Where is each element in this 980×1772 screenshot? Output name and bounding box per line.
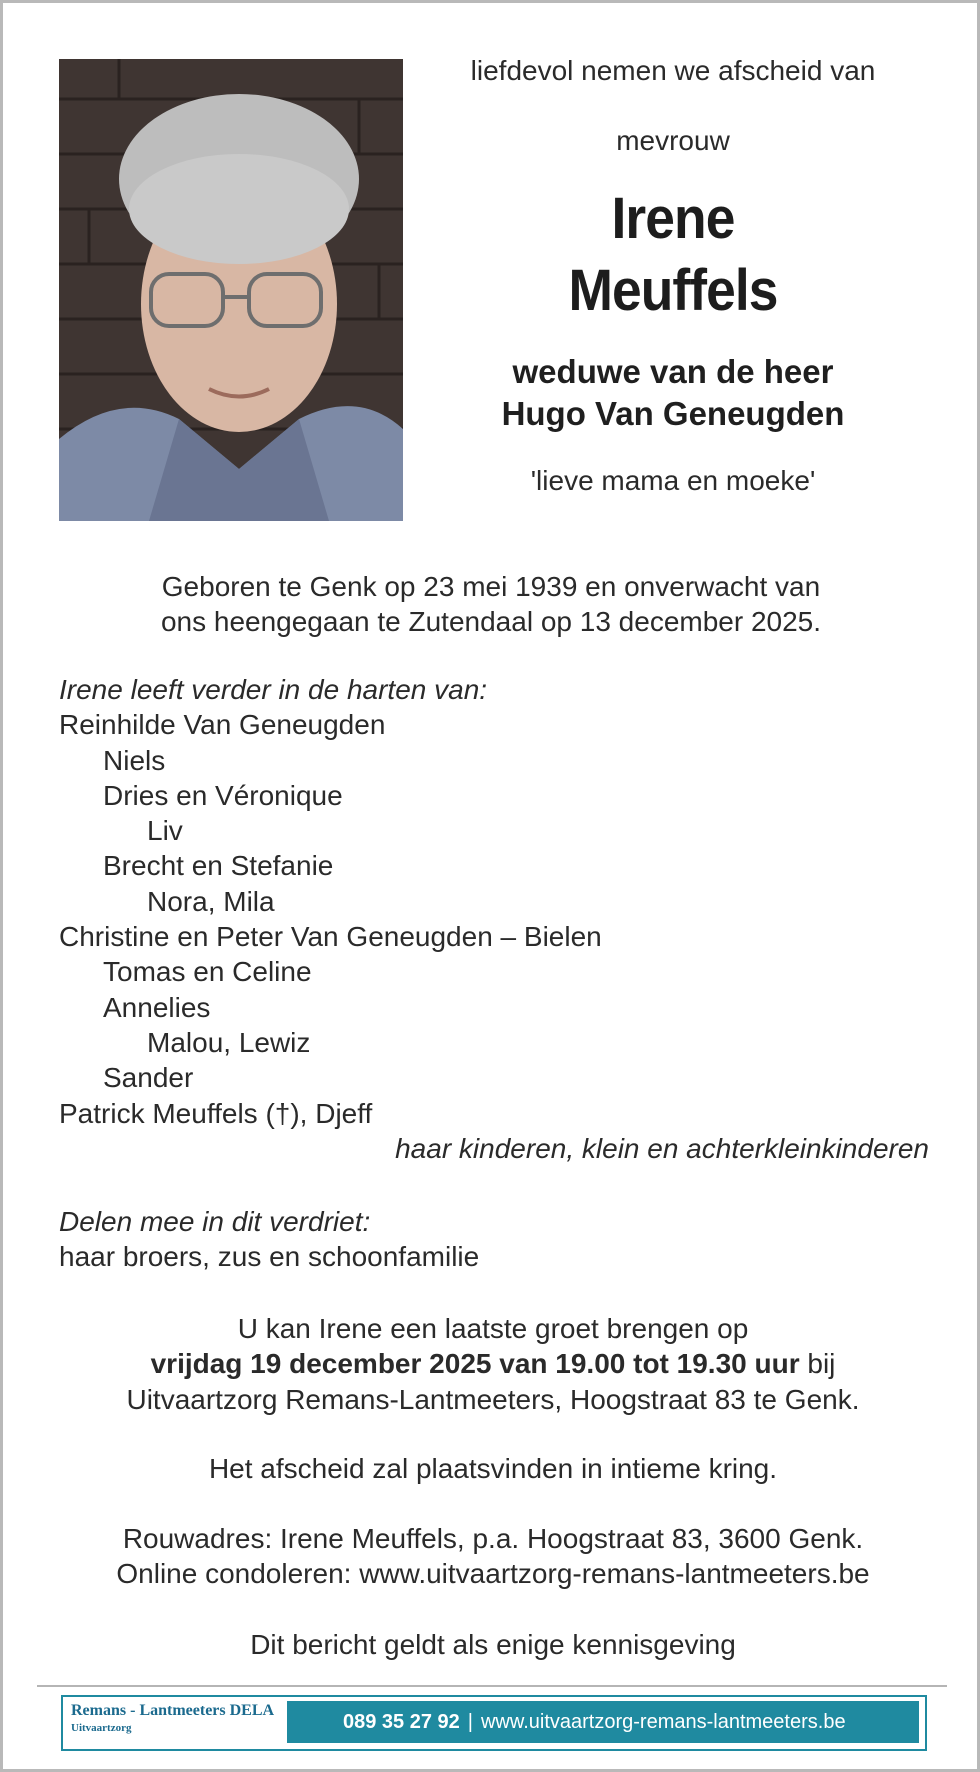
logo-name: Remans - Lantmeeters DELA	[71, 1702, 275, 1719]
family-member: Brecht en Stefanie	[103, 850, 334, 882]
portrait-photo	[59, 59, 403, 521]
family-member: Patrick Meuffels (†), Djeff	[59, 1097, 373, 1129]
family-member: Christine en Peter Van Geneugden – Bielen	[59, 921, 602, 953]
visit-after: bij	[799, 1348, 836, 1380]
share-grief	[59, 1204, 919, 1275]
family-member: Reinhilde Van Geneugden	[59, 709, 386, 741]
first-name: Irene	[611, 186, 735, 251]
mourning-address: Rouwadres: Irene Meuffels, p.a. Hoogstraat 83, 3600 Genk.	[122, 1523, 864, 1554]
contact-band	[287, 1701, 919, 1743]
portrait-illustration	[59, 59, 403, 521]
online-condolence: Online condoleren: www.uitvaartzorg-remans-lantmeeters.be	[116, 1558, 870, 1590]
birth-death-text	[59, 569, 923, 639]
born-line-1: Geboren te Genk op 23 mei 1939 en onverwacht van	[161, 571, 821, 602]
last-name: Meuffels	[568, 258, 778, 323]
deceased-name	[434, 183, 912, 327]
family-caption: haar kinderen, klein en achterkleinkinderen	[395, 1132, 929, 1164]
phone-number[interactable]: 089 35 27 92	[343, 1710, 460, 1733]
family-intro: Irene leeft verder in de harten van:	[59, 674, 488, 705]
nickname: 'lieve mama en moeke'	[530, 465, 816, 496]
intro-line: liefdevol nemen we afscheid van	[470, 55, 876, 86]
website-link[interactable]: www.uitvaartzorg-remans-lantmeeters.be	[480, 1710, 846, 1733]
family-member: Annelies	[103, 991, 211, 1023]
widow-line-1: weduwe van de heer	[512, 353, 834, 390]
family-member: Niels	[103, 744, 166, 776]
divider	[37, 1685, 947, 1687]
family-member: Nora, Mila	[147, 885, 275, 917]
funeral-home-banner	[61, 1695, 927, 1751]
band-separator: |	[467, 1710, 473, 1733]
contact-info	[43, 1521, 943, 1592]
family-member: Liv	[147, 815, 183, 847]
family-member: Dries en Véronique	[103, 779, 343, 811]
share-text: haar broers, zus en schoonfamilie	[59, 1241, 480, 1273]
family-member: Malou, Lewiz	[147, 1026, 311, 1058]
funeral-home-logo	[71, 1702, 281, 1744]
family-member: Sander	[103, 1062, 194, 1094]
notice-text: Dit bericht geldt als enige kennisgeving	[250, 1629, 736, 1660]
visitation-info	[43, 1311, 943, 1417]
farewell-text: Het afscheid zal plaatsvinden in intieme kring.	[208, 1453, 778, 1484]
visit-datetime: vrijdag 19 december 2025 van 19.00 tot 19.30 uur	[150, 1348, 800, 1380]
family-list	[59, 672, 929, 1166]
family-member: Tomas en Celine	[103, 956, 312, 988]
born-line-2: ons heengegaan te Zutendaal op 13 december 2025.	[160, 606, 822, 637]
widow-line-2: Hugo Van Geneugden	[501, 395, 845, 432]
logo-sub: Uitvaartzorg	[71, 1722, 132, 1734]
visit-line-2	[43, 1346, 943, 1381]
visit-line-1: U kan Irene een laatste groet brengen op	[237, 1313, 749, 1344]
widow-of	[413, 351, 933, 435]
honorific: mevrouw	[616, 125, 730, 156]
header-block	[413, 43, 933, 497]
share-intro: Delen mee in dit verdriet:	[59, 1206, 371, 1237]
visit-line-3: Uitvaartzorg Remans-Lantmeeters, Hoogstraat 83 te Genk.	[126, 1383, 860, 1415]
